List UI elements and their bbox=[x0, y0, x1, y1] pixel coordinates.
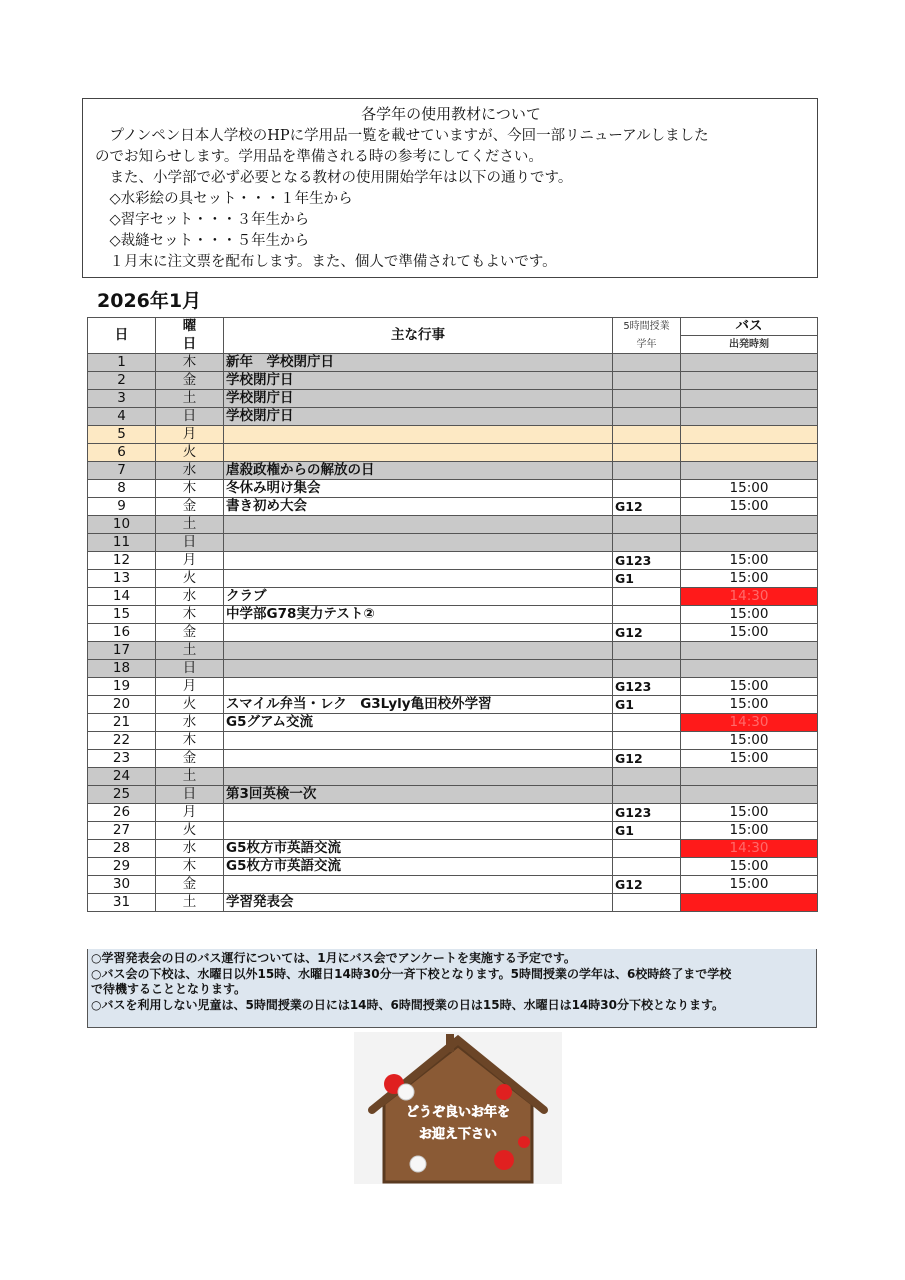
grade-cell bbox=[613, 372, 681, 390]
grade-cell: G1 bbox=[613, 696, 681, 714]
grade-cell: G123 bbox=[613, 678, 681, 696]
event-cell: クラブ bbox=[224, 588, 613, 606]
bus-time-cell: 15:00 bbox=[681, 696, 818, 714]
weekday-cell: 火 bbox=[156, 444, 224, 462]
calendar-row bbox=[88, 372, 818, 390]
bus-time-cell: 15:00 bbox=[681, 498, 818, 516]
header-bus: バス bbox=[681, 318, 818, 336]
day-cell: 13 bbox=[88, 570, 156, 588]
weekday-cell: 金 bbox=[156, 498, 224, 516]
weekday-cell: 土 bbox=[156, 390, 224, 408]
notes-box bbox=[87, 949, 817, 1028]
header-weekday-2: 日 bbox=[156, 336, 224, 354]
event-cell: 冬休み明け集会 bbox=[224, 480, 613, 498]
sign-text-1: どうぞ良いお年を bbox=[405, 1105, 511, 1120]
bus-time-cell: 15:00 bbox=[681, 732, 818, 750]
grade-cell bbox=[613, 642, 681, 660]
bus-time-cell: 15:00 bbox=[681, 552, 818, 570]
calendar-row bbox=[88, 678, 818, 696]
notice-line: ◇裁縫セット・・・５年生から bbox=[95, 233, 310, 249]
calendar-row bbox=[88, 840, 818, 858]
grade-cell: G12 bbox=[613, 876, 681, 894]
day-cell: 25 bbox=[88, 786, 156, 804]
bus-time-cell bbox=[681, 642, 818, 660]
event-cell: G5枚方市英語交流 bbox=[224, 840, 613, 858]
weekday-cell: 土 bbox=[156, 516, 224, 534]
day-cell: 14 bbox=[88, 588, 156, 606]
bus-time-cell: 14:30 bbox=[681, 588, 818, 606]
calendar-row bbox=[88, 606, 818, 624]
bus-time-cell: 15:00 bbox=[681, 624, 818, 642]
bus-time-cell bbox=[681, 660, 818, 678]
bus-time-cell: 15:00 bbox=[681, 858, 818, 876]
weekday-cell: 火 bbox=[156, 570, 224, 588]
day-cell: 6 bbox=[88, 444, 156, 462]
notice-box bbox=[82, 98, 818, 278]
grade-cell: G12 bbox=[613, 498, 681, 516]
event-cell: 学校閉庁日 bbox=[224, 390, 613, 408]
grade-cell bbox=[613, 480, 681, 498]
bus-time-cell bbox=[681, 444, 818, 462]
note-line: ○バス会の下校は、水曜日以外15時、水曜日14時30分一斉下校となります。5時間授業の学年は、6校時終了まで学校 bbox=[91, 966, 732, 981]
day-cell: 12 bbox=[88, 552, 156, 570]
header-weekday: 曜 bbox=[156, 318, 224, 336]
notice-line: ◇水彩絵の具セット・・・１年生から bbox=[95, 191, 353, 207]
bus-time-cell bbox=[681, 390, 818, 408]
grade-cell bbox=[613, 444, 681, 462]
event-cell bbox=[224, 732, 613, 750]
calendar-row bbox=[88, 732, 818, 750]
calendar-row bbox=[88, 624, 818, 642]
bus-time-cell bbox=[681, 786, 818, 804]
weekday-cell: 木 bbox=[156, 732, 224, 750]
grade-cell bbox=[613, 408, 681, 426]
header-event: 主な行事 bbox=[224, 318, 613, 354]
event-cell bbox=[224, 534, 613, 552]
bus-time-cell: 15:00 bbox=[681, 606, 818, 624]
grade-cell: G123 bbox=[613, 552, 681, 570]
bus-time-cell: 14:30 bbox=[681, 840, 818, 858]
calendar-row bbox=[88, 462, 818, 480]
calendar-row bbox=[88, 552, 818, 570]
event-cell: スマイル弁当・レク G3Lyly亀田校外学習 bbox=[224, 696, 613, 714]
note-line: ○バスを利用しない児童は、5時間授業の日には14時、6時間授業の日は15時、水曜日は14時30分下校となります。 bbox=[91, 997, 725, 1012]
calendar-row bbox=[88, 822, 818, 840]
header-grade: 5時間授業 bbox=[613, 318, 681, 336]
event-cell: 書き初め大会 bbox=[224, 498, 613, 516]
grade-cell: G1 bbox=[613, 570, 681, 588]
day-cell: 1 bbox=[88, 354, 156, 372]
event-cell bbox=[224, 552, 613, 570]
calendar-row bbox=[88, 426, 818, 444]
note-line: で待機することとなります。 bbox=[91, 982, 247, 996]
calendar-row bbox=[88, 408, 818, 426]
day-cell: 16 bbox=[88, 624, 156, 642]
event-cell bbox=[224, 750, 613, 768]
day-cell: 31 bbox=[88, 894, 156, 912]
grade-cell bbox=[613, 588, 681, 606]
day-cell: 19 bbox=[88, 678, 156, 696]
day-cell: 9 bbox=[88, 498, 156, 516]
weekday-cell: 日 bbox=[156, 408, 224, 426]
header-bus-time: 出発時刻 bbox=[681, 336, 818, 354]
weekday-cell: 水 bbox=[156, 588, 224, 606]
day-cell: 18 bbox=[88, 660, 156, 678]
event-cell: 中学部G78実力テスト② bbox=[224, 606, 613, 624]
weekday-cell: 月 bbox=[156, 426, 224, 444]
bus-time-cell: 15:00 bbox=[681, 876, 818, 894]
bus-time-cell bbox=[681, 534, 818, 552]
bus-time-cell: 15:00 bbox=[681, 678, 818, 696]
day-cell: 27 bbox=[88, 822, 156, 840]
weekday-cell: 金 bbox=[156, 624, 224, 642]
weekday-cell: 月 bbox=[156, 678, 224, 696]
bus-time-cell bbox=[681, 516, 818, 534]
calendar-row bbox=[88, 354, 818, 372]
grade-cell bbox=[613, 714, 681, 732]
calendar-table bbox=[87, 317, 818, 912]
calendar-row bbox=[88, 750, 818, 768]
weekday-cell: 水 bbox=[156, 714, 224, 732]
note-line: ○学習発表会の日のバス運行については、1月にバス会でアンケートを実施する予定です。 bbox=[91, 951, 576, 965]
grade-cell: G123 bbox=[613, 804, 681, 822]
day-cell: 5 bbox=[88, 426, 156, 444]
weekday-cell: 火 bbox=[156, 822, 224, 840]
grade-cell bbox=[613, 732, 681, 750]
weekday-cell: 土 bbox=[156, 768, 224, 786]
notice-line: １月末に注文票を配布します。また、個人で準備されてもよいです。 bbox=[95, 254, 557, 270]
event-cell bbox=[224, 570, 613, 588]
event-cell bbox=[224, 822, 613, 840]
bus-time-cell bbox=[681, 462, 818, 480]
weekday-cell: 水 bbox=[156, 462, 224, 480]
event-cell bbox=[224, 426, 613, 444]
bus-time-cell bbox=[681, 894, 818, 912]
day-cell: 23 bbox=[88, 750, 156, 768]
grade-cell: G12 bbox=[613, 624, 681, 642]
grade-cell bbox=[613, 390, 681, 408]
calendar-row bbox=[88, 498, 818, 516]
notice-line: のでお知らせします。学用品を準備される時の参考にしてください。 bbox=[95, 149, 543, 165]
new-year-illustration bbox=[354, 1032, 562, 1184]
weekday-cell: 金 bbox=[156, 876, 224, 894]
sign-text-2: お迎え下さい bbox=[418, 1127, 498, 1142]
event-cell bbox=[224, 516, 613, 534]
weekday-cell: 月 bbox=[156, 804, 224, 822]
event-cell bbox=[224, 642, 613, 660]
grade-cell: G1 bbox=[613, 822, 681, 840]
bus-time-cell: 15:00 bbox=[681, 822, 818, 840]
bus-time-cell bbox=[681, 408, 818, 426]
bus-time-cell: 15:00 bbox=[681, 480, 818, 498]
calendar-row bbox=[88, 786, 818, 804]
calendar-row bbox=[88, 642, 818, 660]
grade-cell bbox=[613, 534, 681, 552]
calendar-row bbox=[88, 876, 818, 894]
event-cell: 学校閉庁日 bbox=[224, 408, 613, 426]
day-cell: 30 bbox=[88, 876, 156, 894]
event-cell: 虐殺政権からの解放の日 bbox=[224, 462, 613, 480]
event-cell bbox=[224, 678, 613, 696]
day-cell: 17 bbox=[88, 642, 156, 660]
day-cell: 4 bbox=[88, 408, 156, 426]
house-sign-icon bbox=[354, 1032, 562, 1184]
grade-cell bbox=[613, 768, 681, 786]
day-cell: 7 bbox=[88, 462, 156, 480]
weekday-cell: 土 bbox=[156, 894, 224, 912]
bus-time-cell: 14:30 bbox=[681, 714, 818, 732]
weekday-cell: 木 bbox=[156, 606, 224, 624]
event-cell: G5グアム交流 bbox=[224, 714, 613, 732]
event-cell bbox=[224, 876, 613, 894]
calendar-row bbox=[88, 768, 818, 786]
header-grade-2: 学年 bbox=[613, 336, 681, 354]
header-day: 日 bbox=[88, 318, 156, 354]
day-cell: 29 bbox=[88, 858, 156, 876]
calendar-row bbox=[88, 534, 818, 552]
weekday-cell: 日 bbox=[156, 660, 224, 678]
weekday-cell: 金 bbox=[156, 750, 224, 768]
event-cell bbox=[224, 660, 613, 678]
grade-cell bbox=[613, 516, 681, 534]
day-cell: 3 bbox=[88, 390, 156, 408]
weekday-cell: 日 bbox=[156, 786, 224, 804]
event-cell: 学習発表会 bbox=[224, 894, 613, 912]
notice-title: 各学年の使用教材について bbox=[361, 105, 541, 123]
calendar-row bbox=[88, 516, 818, 534]
day-cell: 11 bbox=[88, 534, 156, 552]
event-cell bbox=[224, 624, 613, 642]
bus-time-cell bbox=[681, 372, 818, 390]
grade-cell bbox=[613, 894, 681, 912]
weekday-cell: 木 bbox=[156, 480, 224, 498]
weekday-cell: 金 bbox=[156, 372, 224, 390]
event-cell: 学校閉庁日 bbox=[224, 372, 613, 390]
calendar-row bbox=[88, 588, 818, 606]
day-cell: 2 bbox=[88, 372, 156, 390]
grade-cell bbox=[613, 462, 681, 480]
notice-line: プノンペン日本人学校のHPに学用品一覧を載せていますが、今回一部リニューアルしました bbox=[95, 128, 709, 144]
notice-line: ◇習字セット・・・３年生から bbox=[95, 212, 310, 228]
event-cell: 第3回英検一次 bbox=[224, 786, 613, 804]
event-cell: G5枚方市英語交流 bbox=[224, 858, 613, 876]
event-cell: 新年 学校閉庁日 bbox=[224, 354, 613, 372]
grade-cell bbox=[613, 426, 681, 444]
event-cell bbox=[224, 804, 613, 822]
bus-time-cell: 15:00 bbox=[681, 804, 818, 822]
calendar-row bbox=[88, 714, 818, 732]
weekday-cell: 日 bbox=[156, 534, 224, 552]
grade-cell bbox=[613, 660, 681, 678]
calendar-row bbox=[88, 804, 818, 822]
calendar-row bbox=[88, 444, 818, 462]
day-cell: 15 bbox=[88, 606, 156, 624]
weekday-cell: 月 bbox=[156, 552, 224, 570]
calendar-row bbox=[88, 696, 818, 714]
day-cell: 24 bbox=[88, 768, 156, 786]
bus-time-cell: 15:00 bbox=[681, 570, 818, 588]
calendar-row bbox=[88, 660, 818, 678]
weekday-cell: 火 bbox=[156, 696, 224, 714]
weekday-cell: 水 bbox=[156, 840, 224, 858]
grade-cell bbox=[613, 858, 681, 876]
grade-cell bbox=[613, 354, 681, 372]
calendar-row bbox=[88, 480, 818, 498]
bus-time-cell bbox=[681, 426, 818, 444]
day-cell: 10 bbox=[88, 516, 156, 534]
day-cell: 20 bbox=[88, 696, 156, 714]
calendar-row bbox=[88, 390, 818, 408]
day-cell: 22 bbox=[88, 732, 156, 750]
weekday-cell: 土 bbox=[156, 642, 224, 660]
calendar-row bbox=[88, 894, 818, 912]
calendar-body bbox=[88, 354, 818, 912]
grade-cell bbox=[613, 606, 681, 624]
grade-cell: G12 bbox=[613, 750, 681, 768]
bus-time-cell bbox=[681, 768, 818, 786]
day-cell: 8 bbox=[88, 480, 156, 498]
day-cell: 21 bbox=[88, 714, 156, 732]
notice-line: また、小学部で必ず必要となる教材の使用開始学年は以下の通りです。 bbox=[95, 170, 573, 186]
grade-cell bbox=[613, 786, 681, 804]
day-cell: 28 bbox=[88, 840, 156, 858]
bus-time-cell: 15:00 bbox=[681, 750, 818, 768]
event-cell bbox=[224, 444, 613, 462]
weekday-cell: 木 bbox=[156, 354, 224, 372]
calendar-row bbox=[88, 858, 818, 876]
day-cell: 26 bbox=[88, 804, 156, 822]
event-cell bbox=[224, 768, 613, 786]
weekday-cell: 木 bbox=[156, 858, 224, 876]
calendar-row bbox=[88, 570, 818, 588]
month-title: 2026年1月 bbox=[97, 290, 202, 312]
grade-cell bbox=[613, 840, 681, 858]
bus-time-cell bbox=[681, 354, 818, 372]
